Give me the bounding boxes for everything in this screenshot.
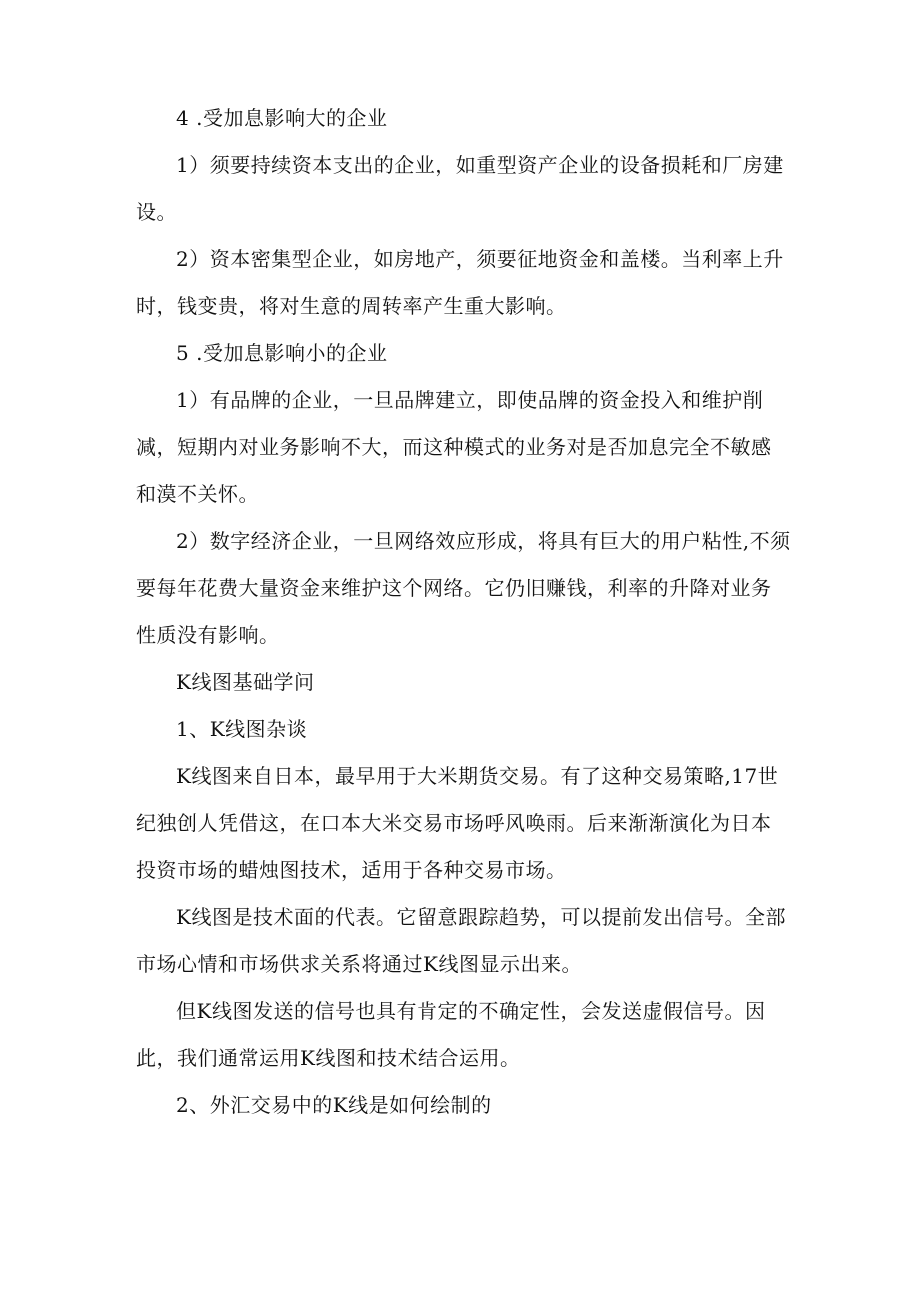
section-heading-4: 4 .受加息影响大的企业 [176,106,388,130]
document-body [136,95,791,1129]
paragraph-5-1: 1）有品牌的企业，一旦品牌建立，即使品牌的资金投入和维护削减，短期内对业务影响不大，而这种模式的业务对是否加息完全不敏感和漠不关怀。 [136,388,772,506]
paragraph-4-2: 2）资本密集型企业，如房地产，须要征地资金和盖楼。当利率上升时，钱变贵，将对生意的周转率产生重大影响。 [136,247,784,318]
paragraph-5-2: 2）数字经济企业，一旦网络效应形成，将具有巨大的用户粘性,不须要每年花费大量资金来维护这个网络。它仍旧赚钱，利率的升降对业务性质没有影响。 [136,529,791,647]
section-heading-5: 5 .受加息影响小的企业 [176,341,388,365]
paragraph-4-1: 1）须要持续资本支出的企业，如重型资产企业的设备损耗和厂房建设。 [136,153,784,224]
subheading-kline-2: 2、外汇交易中的K线是如何绘制的 [176,1093,492,1117]
paragraph-kline-technical: K线图是技术面的代表。它留意跟踪趋势，可以提前发出信号。全部市场心情和市场供求关系将通过K线图显示出来。 [136,905,786,976]
paragraph-kline-origin: K线图来自日本，最早用于大米期货交易。有了这种交易策略,17世纪独创人凭借这，在口本大米交易市场呼风唤雨。后来渐渐演化为日本投资市场的蜡烛图技术，适用于各种交易市场。 [136,764,779,882]
section-title-kline: K线图基础学问 [176,670,315,694]
paragraph-kline-uncertainty: 但K线图发送的信号也具有肯定的不确定性，会发送虚假信号。因此，我们通常运用K线图和技术结合运用。 [136,999,766,1070]
subheading-kline-1: 1、K线图杂谈 [176,717,308,741]
